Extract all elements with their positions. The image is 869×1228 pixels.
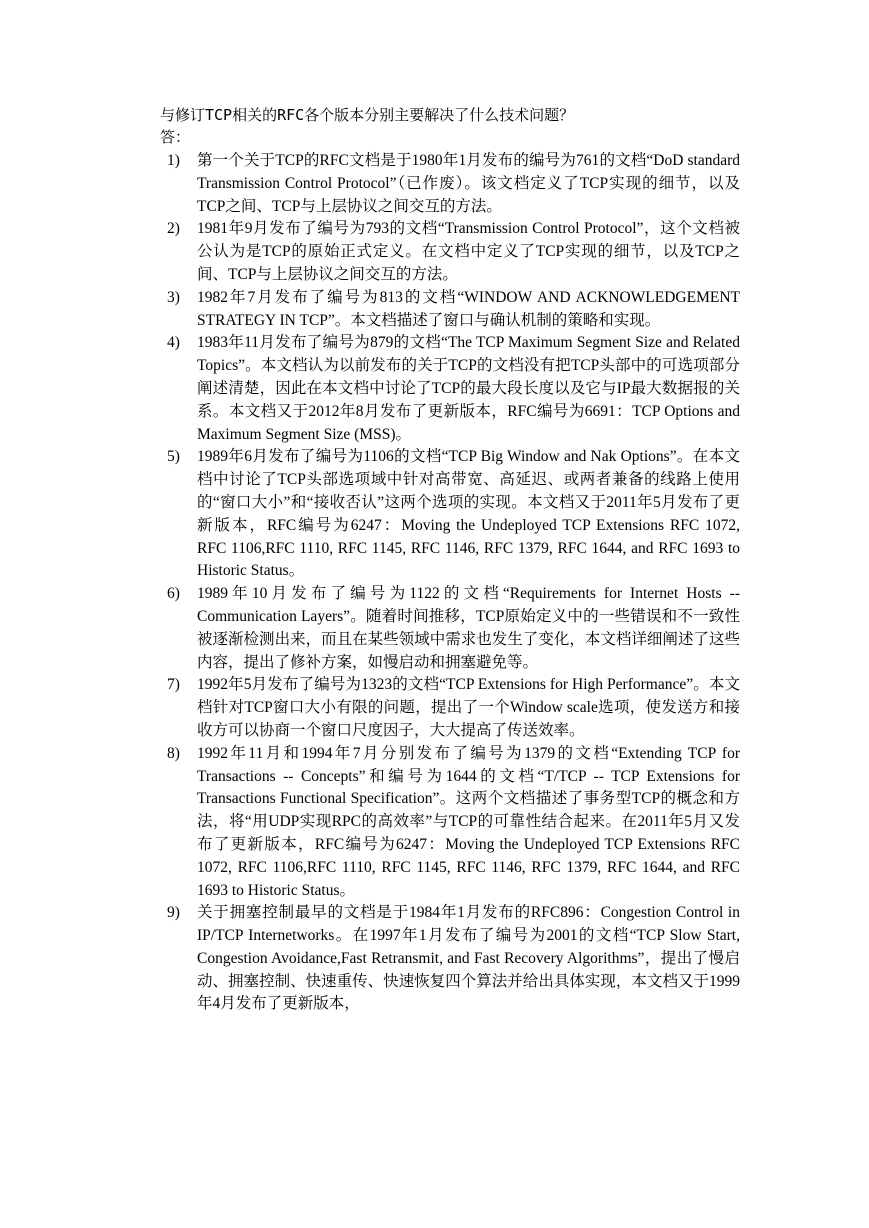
list-item-number: 9) xyxy=(167,904,180,922)
list-item-number: 5) xyxy=(167,448,180,466)
list-item-text: 1981年9月发布了编号为793的文档“Transmission Control Protocol”，这个文档被公认为是TCP的原始正式定义。在文档中定义了TCP实现的细节，以及TCP之间、TCP与上层协议之间交互的方法。 xyxy=(197,220,740,283)
list-item-number: 6) xyxy=(167,585,180,603)
list-item-text: 1983年11月发布了编号为879的文档“The TCP Maximum Segment Size and Related Topics”。本文档认为以前发布的关于TCP的文档没有把TCP头部中的可选项部分阐述清楚，因此在本文档中讨论了TCP的最大段长度以及它与IP最大数据报的关系。本文档又于2012年8月发布了更新版本，RFC编号为6691：TCP Options and Maximum Segment Size (MSS)。 xyxy=(197,334,740,443)
list-item-text: 关于拥塞控制最早的文档是于1984年1月发布的RFC896：Congestion Control in IP/TCP Internetworks。在1997年1月发布了编号为2001的文档“TCP Slow Start, Congestion Avoidance,Fast Retransmit, and Fast Recovery Algorithms”，提出了慢启动、拥塞控制、快速重传、快速恢复四个算法并给出具体实现，本文档又于1999年4月发布了更新版本， xyxy=(197,904,740,1013)
list-item-number: 3) xyxy=(167,288,180,306)
list-item-number: 2) xyxy=(167,220,180,238)
list-item-text: 1992年11月和1994年7月分别发布了编号为1379的文档“Extending TCP for Transactions -- Concepts”和编号为1644的文档“T/TCP -- TCP Extensions for Transactions Functional Specification”。这两个文档描述了事务型TCP的概念和方法，将“用UDP实现RPC的高效率”与TCP的可靠性结合起来。在2011年5月又发布了更新版本，RFC编号为6247：Moving the Undeployed TCP Extensions RFC 1072, RFC 1106,RFC 1110, RFC 1145, RFC 1146, RFC 1379, RFC 1644, and RFC 1693 to Historic Status。 xyxy=(197,744,740,899)
list-item xyxy=(160,287,740,333)
list-item xyxy=(160,743,740,903)
list-item-text: 1989年6月发布了编号为1106的文档“TCP Big Window and Nak Options”。在本文档中讨论了TCP头部选项域中针对高带宽、高延迟、或两者兼备的线路上使用的“窗口大小”和“接收否认”这两个选项的实现。本文档又于2011年5月发布了更新版本，RFC编号为6247：Moving the Undeployed TCP Extensions RFC 1072, RFC 1106,RFC 1110, RFC 1145, RFC 1146, RFC 1379, RFC 1644, and RFC 1693 to Historic Status。 xyxy=(197,448,740,580)
answer-label: 答： xyxy=(160,128,191,146)
list-item xyxy=(160,583,740,674)
list-item-text: 1982年7月发布了编号为813的文档“WINDOW AND ACKNOWLEDGEMENT STRATEGY IN TCP”。本文档描述了窗口与确认机制的策略和实现。 xyxy=(197,288,740,329)
list-item-text: 1992年5月发布了编号为1323的文档“TCP Extensions for High Performance”。本文档针对TCP窗口大小有限的问题，提出了一个Window scale选项，使发送方和接收方可以协商一个窗口尺度因子，大大提高了传送效率。 xyxy=(197,676,740,739)
list-item-text: 1989年10月发布了编号为1122的文档“Requirements for Internet Hosts -- Communication Layers”。随着时间推移，TCP原始定义中的一些错误和不一致性被逐渐检测出来，而且在某些领域中需求也发生了变化，本文档详细阐述了这些内容，提出了修补方案，如慢启动和拥塞避免等。 xyxy=(197,585,740,671)
list-item xyxy=(160,674,740,742)
list-item xyxy=(160,446,740,583)
list-item-number: 7) xyxy=(167,676,180,694)
list-item xyxy=(160,150,740,218)
list-item xyxy=(160,902,740,1016)
list-item-number: 4) xyxy=(167,334,180,352)
list-item-text: 第一个关于TCP的RFC文档是于1980年1月发布的编号为761的文档“DoD standard Transmission Control Protocol”（已作废）。该文档定义了TCP实现的细节，以及TCP之间、TCP与上层协议之间交互的方法。 xyxy=(197,152,740,215)
question-heading: 与修订TCP相关的RFC各个版本分别主要解决了什么技术问题？ xyxy=(160,106,575,124)
list-item xyxy=(160,332,740,446)
list-item xyxy=(160,218,740,286)
list-item-number: 1) xyxy=(167,152,180,169)
rfc-history-list xyxy=(160,150,740,1016)
list-item-number: 8) xyxy=(167,744,180,762)
